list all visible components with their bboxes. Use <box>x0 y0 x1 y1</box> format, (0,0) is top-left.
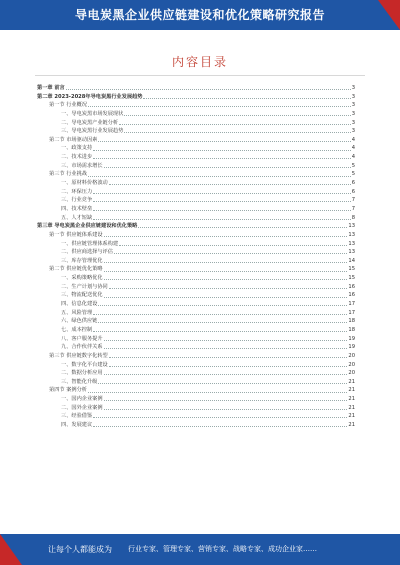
toc-leader-dots <box>93 421 347 427</box>
toc-entry[interactable] <box>37 144 355 153</box>
toc-entry-title: 一、采购策略优化 <box>61 275 103 282</box>
toc-entry-title: 一、供应链管理体系构建 <box>61 240 119 247</box>
toc-entry[interactable] <box>37 240 355 249</box>
toc-leader-dots <box>104 162 351 168</box>
toc-entry[interactable] <box>37 93 355 102</box>
toc-entry[interactable] <box>37 222 355 231</box>
toc-page-number: 20 <box>348 370 355 377</box>
toc-leader-dots <box>143 93 350 99</box>
toc-leader-dots <box>104 404 348 410</box>
toc-entry-title: 四、信息化建设 <box>61 301 98 308</box>
toc-page-number: 21 <box>348 387 355 394</box>
toc-entry[interactable] <box>37 291 355 300</box>
toc-entry[interactable] <box>37 196 355 205</box>
toc-page-number: 4 <box>351 136 355 143</box>
toc-entry-title: 第二节 市场驱动因素 <box>49 136 98 143</box>
toc-entry-title: 二、技术进步 <box>61 154 93 161</box>
toc-page-number: 17 <box>348 309 355 316</box>
toc-entry[interactable] <box>37 248 355 257</box>
toc-entry[interactable] <box>37 153 355 162</box>
toc-entry[interactable] <box>37 309 355 318</box>
toc-entry-title: 八、客户服务提升 <box>61 335 103 342</box>
toc-entry[interactable] <box>37 395 355 404</box>
toc-leader-dots <box>93 205 351 211</box>
toc-page-number: 17 <box>348 301 355 308</box>
toc-page-number: 5 <box>351 171 355 178</box>
toc-entry[interactable] <box>37 127 355 136</box>
toc-page-number: 13 <box>348 240 355 247</box>
toc-entry-title: 三、行业竞争 <box>61 197 93 204</box>
toc-leader-dots <box>119 240 347 246</box>
toc-entry[interactable] <box>37 300 355 309</box>
toc-entry[interactable] <box>37 179 355 188</box>
toc-leader-dots <box>114 248 348 254</box>
toc-leader-dots <box>98 300 347 306</box>
toc-page-number: 8 <box>351 214 355 221</box>
toc-page-number: 15 <box>348 275 355 282</box>
toc-page-number: 13 <box>348 249 355 256</box>
toc-leader-dots <box>88 101 351 107</box>
toc-entry-title: 第三节 行业挑战 <box>49 171 87 178</box>
toc-entry[interactable] <box>37 317 355 326</box>
toc-entry[interactable] <box>37 369 355 378</box>
toc-leader-dots <box>124 110 350 116</box>
toc-leader-dots <box>104 395 348 401</box>
toc-entry[interactable] <box>37 231 355 240</box>
toc-entry-title: 四、技术壁垒 <box>61 205 93 212</box>
toc-entry[interactable] <box>37 170 355 179</box>
toc-entry-title: 第一节 供应链体系建设 <box>49 231 103 238</box>
toc-entry[interactable] <box>37 214 355 223</box>
toc-entry-title: 第四节 案例分析 <box>49 387 87 394</box>
report-title: 导电炭黑企业供应链建设和优化策略研究报告 <box>74 8 325 22</box>
toc-leader-dots <box>88 386 347 392</box>
toc-entry-title: 三、智能化升级 <box>61 378 98 385</box>
toc-page-number: 19 <box>348 344 355 351</box>
toc-entry-title: 二、环保压力 <box>61 188 93 195</box>
toc-entry-title: 五、人才短缺 <box>61 214 93 221</box>
toc-leader-dots <box>93 196 351 202</box>
toc-entry[interactable] <box>37 343 355 352</box>
toc-page-number: 4 <box>351 145 355 152</box>
toc-entry[interactable] <box>37 361 355 370</box>
toc-entry-title: 第一章 前言 <box>37 85 65 91</box>
toc-entry-title: 三、导电炭黑行业发展趋势 <box>61 128 124 135</box>
toc-page-number: 3 <box>351 119 355 126</box>
heading-divider <box>35 75 365 76</box>
toc-page-number: 21 <box>348 404 355 411</box>
toc-page-number: 3 <box>351 85 355 91</box>
toc-page-number: 3 <box>351 102 355 109</box>
toc-entry[interactable] <box>37 352 355 361</box>
toc-page-number: 6 <box>351 180 355 187</box>
toc-page-number: 15 <box>348 266 355 273</box>
toc-leader-dots <box>104 231 348 237</box>
toc-leader-dots <box>88 170 351 176</box>
toc-entry[interactable] <box>37 378 355 387</box>
toc-entry-title: 一、导电炭黑市场发展现状 <box>61 110 124 117</box>
toc-leader-dots <box>104 265 348 271</box>
toc-entry[interactable] <box>37 205 355 214</box>
toc-leader-dots <box>93 309 347 315</box>
toc-entry-title: 二、生产计划与协同 <box>61 283 108 290</box>
toc-page-number: 20 <box>348 352 355 359</box>
toc-entry-title: 三、库存管理优化 <box>61 257 103 264</box>
toc-entry-title: 三、物流配送优化 <box>61 292 103 299</box>
toc-entry-title: 一、国内企业案例 <box>61 396 103 403</box>
toc-page-number: 5 <box>351 162 355 169</box>
toc-entry[interactable] <box>37 412 355 421</box>
toc-leader-dots <box>93 412 347 418</box>
toc-entry-title: 三、市场需求增长 <box>61 162 103 169</box>
toc-page-number: 21 <box>348 413 355 420</box>
toc-leader-dots <box>109 283 348 289</box>
toc-page-number: 21 <box>348 378 355 385</box>
toc-page-number: 16 <box>348 292 355 299</box>
toc-entry-title: 三、经验借鉴 <box>61 413 93 420</box>
toc-entry-title: 一、数字化平台建设 <box>61 361 108 368</box>
toc-page-number: 14 <box>348 257 355 264</box>
toc-entry[interactable] <box>37 119 355 128</box>
toc-page-number: 7 <box>351 205 355 212</box>
toc-entry[interactable] <box>37 326 355 335</box>
toc-entry-title: 二、数据分析应用 <box>61 370 103 377</box>
toc-leader-dots <box>93 153 351 159</box>
toc-entry[interactable] <box>37 84 355 93</box>
toc-entry-title: 五、风险管理 <box>61 309 93 316</box>
toc-page-number: 3 <box>351 128 355 135</box>
toc-entry-title: 四、发展建议 <box>61 421 93 428</box>
toc-entry[interactable] <box>37 265 355 274</box>
toc-leader-dots <box>109 352 348 358</box>
toc-entry-title: 二、供应商选择与评估 <box>61 249 113 256</box>
toc-page-number: 4 <box>351 154 355 161</box>
toc-entry-title: 六、绿色供应链 <box>61 318 98 325</box>
toc-entry-title: 二、国外企业案例 <box>61 404 103 411</box>
toc-leader-dots <box>93 214 351 220</box>
toc-entry-title: 第一节 行业概况 <box>49 102 87 109</box>
toc-leader-dots <box>109 361 348 367</box>
footer-cta: 行业专家、管理专家、营销专家、战略专家、成功企业家…… <box>128 545 317 553</box>
toc-page-number: 16 <box>348 283 355 290</box>
toc-leader-dots <box>98 378 347 384</box>
toc-page-number: 13 <box>348 231 355 238</box>
toc-leader-dots <box>93 144 351 150</box>
toc-leader-dots <box>104 335 348 341</box>
toc-entry-title: 一、政策支持 <box>61 145 93 152</box>
toc-entry[interactable] <box>37 335 355 344</box>
toc-entry-title: 七、成本控制 <box>61 326 93 333</box>
toc-page-number: 3 <box>351 93 355 100</box>
toc-entry[interactable] <box>37 283 355 292</box>
toc-leader-dots <box>119 119 351 125</box>
toc-page-number: 21 <box>348 421 355 428</box>
toc-leader-dots <box>104 274 348 280</box>
toc-page-number: 13 <box>348 223 355 230</box>
toc-leader-dots <box>104 291 348 297</box>
toc-page-number: 7 <box>351 197 355 204</box>
toc-entry-title: 第三章 导电炭黑企业供应链建设和优化策略 <box>37 223 138 230</box>
toc-entry[interactable] <box>37 110 355 119</box>
toc-leader-dots <box>124 127 350 133</box>
footer-tagline: 让每个人都能成为 <box>48 545 112 554</box>
toc-entry[interactable] <box>37 162 355 171</box>
toc-page-number: 19 <box>348 335 355 342</box>
toc-leader-dots <box>104 257 348 263</box>
toc-leader-dots <box>104 369 348 375</box>
toc-entry[interactable] <box>37 188 355 197</box>
toc-leader-dots <box>138 222 347 228</box>
toc-page-number: 18 <box>348 326 355 333</box>
toc-entry[interactable] <box>37 101 355 110</box>
toc-heading: 内容目录 <box>171 55 228 69</box>
toc-leader-dots <box>98 317 347 323</box>
toc-page-number: 6 <box>351 188 355 195</box>
toc-leader-dots <box>93 188 351 194</box>
toc-entry[interactable] <box>37 257 355 266</box>
toc-page-number: 3 <box>351 110 355 117</box>
toc-leader-dots <box>109 179 351 185</box>
toc-leader-dots <box>93 326 347 332</box>
toc-page-number: 20 <box>348 361 355 368</box>
table-of-contents <box>37 84 355 430</box>
toc-entry-title: 二、导电炭黑产业链分析 <box>61 119 119 126</box>
toc-entry[interactable] <box>37 274 355 283</box>
toc-entry[interactable] <box>37 386 355 395</box>
toc-page-number: 21 <box>348 396 355 403</box>
toc-entry[interactable] <box>37 421 355 430</box>
toc-page-number: 18 <box>348 318 355 325</box>
toc-entry-title: 第二节 供应链优化策略 <box>49 266 103 273</box>
toc-leader-dots <box>66 84 351 90</box>
toc-entry[interactable] <box>37 136 355 145</box>
toc-entry-title: 一、原材料价格波动 <box>61 180 108 187</box>
toc-entry-title: 第三节 供应链数字化转型 <box>49 352 108 359</box>
toc-entry-title: 第二章 2023-2028年导电炭黑行业发展趋势 <box>37 93 143 100</box>
toc-leader-dots <box>104 343 348 349</box>
toc-leader-dots <box>98 136 350 142</box>
toc-entry-title: 九、合作伙伴关系 <box>61 344 103 351</box>
footer-accent <box>0 534 22 565</box>
toc-entry[interactable] <box>37 404 355 413</box>
